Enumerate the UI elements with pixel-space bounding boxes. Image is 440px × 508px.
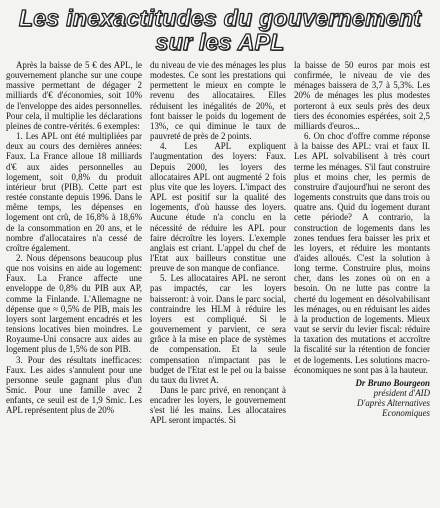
paragraph: 3. Pour des résultats inefficaces: Faux. Les aides s'annulent pour une personne seule gagnant plus d'un Smic. Pour une famille avec 2 enfants, ce seuil est de 1,9 Smic. Les APL représentent plus de 20% <box>6 354 142 416</box>
paragraph: du niveau de vie des ménages les plus modestes. Ce sont les prestations qui permettent le mieux en compte le revenu des allocataires. Elles réduisent les inégalités de 20%, et font baisser le poids du logement de 13%, ce qui diminue le taux de pauvreté de près de 2 points. <box>150 60 286 142</box>
author-signature <box>294 378 430 418</box>
paragraph: Après la baisse de 5 € des APL, le gouvernement planche sur une coupe massive permettant de dégager 2 milliards d'€ d'économies, soit 10% de l'enveloppe des aides personnelles. Pour cela, il multiplie les déclarations pleines de contre-vérités. 6 exemples: <box>6 60 142 131</box>
paragraph: 6. On choc d'offre comme réponse à la baisse des APL: vrai et faux II. Les APL solvabilisent à très court terme les ménages. S'il faut construire plus et moins cher, les permis de construire d'aujourd'hui ne seront des logements construits que dans trois ou quatre ans. Quid du logement durant cette période? A contrario, la construction de logements dans les zones tendues fera baisser les prix et les loyers, et réduire les montants d'aides alloués. C'est la solution à long terme. Construire plus, moins cher, dans les zones où on en a besoin. On ne lutte pas contre la cherté du logement en désolvabilisant les ménages, ou en réduisant les aides à la production de logements. Mieux vaut se servir du levier fiscal: réduire la taxation des mutations et accroître la fiscalité sur la rétention de foncier et de logements. Les solutions macro-économiques ne sont pas à la hauteur. <box>294 131 430 375</box>
author-name: Dr Bruno Bourgeon <box>355 377 430 388</box>
headline-line-1: Les inexactitudes du gouvernement <box>18 5 422 31</box>
article-columns <box>6 60 434 426</box>
paragraph: 5. Les allocataires APL ne seront pas impactés, car les loyers baisseront: à voir. Dans le parc social, contraindre les HLM à réduire les loyers est compliqué. Si le gouvernement y parvient, ce sera grâce à la mise en place de systèmes de compensation. Et la seule compensation n'impactant pas le budget de l'Etat est le pel ou la baisse du taux du livret A. <box>150 273 286 385</box>
column-2 <box>150 60 286 426</box>
paragraph: Dans le parc privé, en renonçant à encadrer les loyers, le gouvernement s'est lié les mains. Les allocataires APL seront impactés. Si <box>150 385 286 426</box>
author-role: président d'AID <box>373 387 430 398</box>
paragraph: la baisse de 50 euros par mois est confirmée, le niveau de vie des ménages baissera de 3,7 à 5,3%. Les 20% de ménages les plus modestes porteront à eux seuls près des deux tiers des économies espérées, soit 2,5 milliards d'euros... <box>294 60 430 131</box>
column-1 <box>6 60 142 426</box>
article-headline <box>6 6 434 54</box>
paragraph: 4. Les APL expliquent l'augmentation des loyers: Faux. Depuis 2000, les loyers des allocataires APL ont augmenté 2 fois plus vite que les loyers. L'impact des APL est positif sur la qualité des logements, d'où hausse des loyers. Aucune étude n'a conclu en la nécessité de réduire les APL pour faire décroître les loyers. L'exemple anglais est criant. L'appel du chef de l'Etat aux bailleurs constitue une preuve de son manque de confiance. <box>150 141 286 274</box>
source-line-1: D'après Alternatives <box>357 397 430 408</box>
column-3 <box>294 60 430 426</box>
paragraph: 2. Nous dépensons beaucoup plus que nos voisins en aide au logement: Faux. La France affecte une enveloppe de 0,8% du PIB aux AP, comme la Finlande. L'Allemagne ne dépense que ≈ 0,5% de PIB, mais les loyers sont largement encadrés et les tensions locatives bien moindres. Le Royaume-Uni consacre aux aides au logement plus de 1,5% de son PIB. <box>6 252 142 355</box>
headline-line-2: sur les APL <box>155 29 285 55</box>
source-line-2: Economiques <box>382 407 430 418</box>
paragraph: 1. Les APL ont été multipliées par deux au cours des dernières années: Faux. La France alloue 18 milliards d'€ aux aides personnelles au logement, soit 0,8% du produit intérieur brut (PIB). Cette part est restée constante depuis 1996. Dans le même temps, les dépenses en logement ont crû, de 16,8% à 18,6% de la consommation en 20 ans, et le nombre d'allocataires n'a cessé de croître également. <box>6 131 142 253</box>
